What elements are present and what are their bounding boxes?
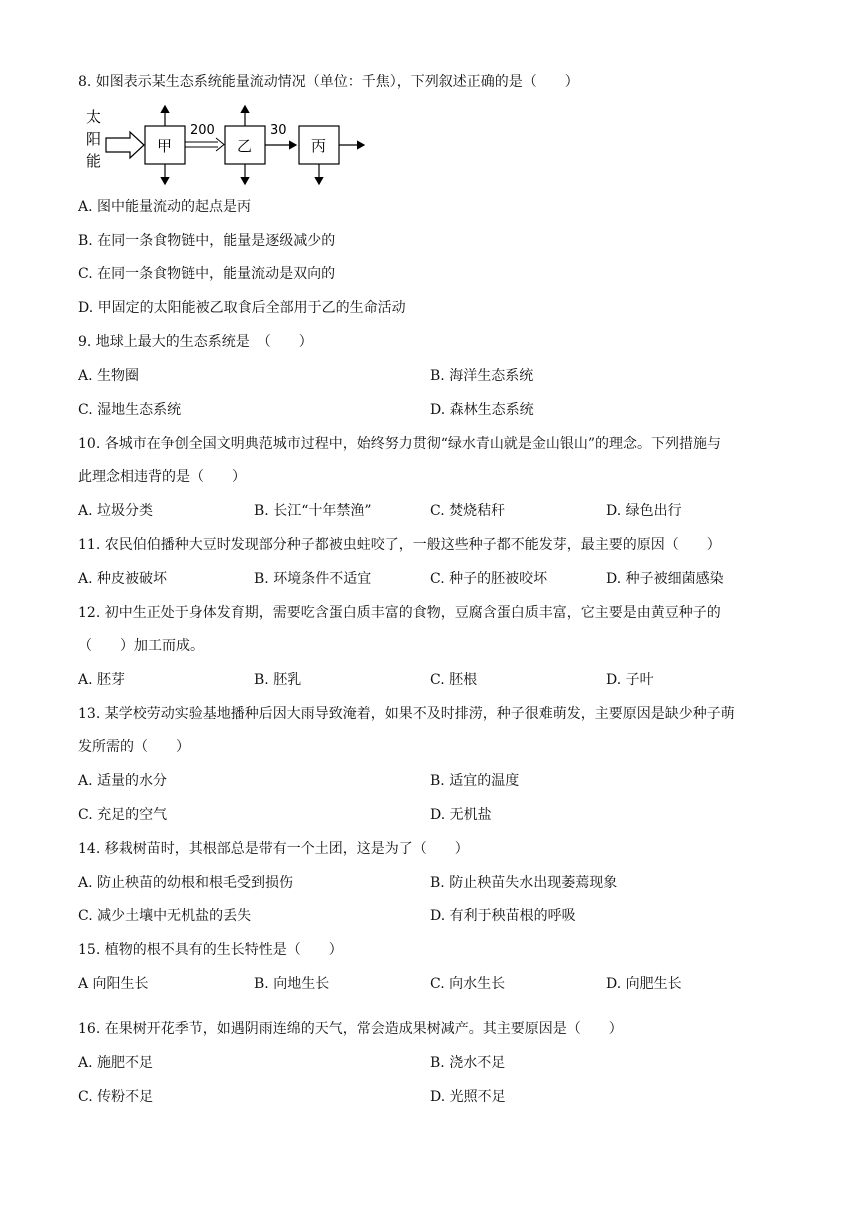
sun-input-arrow [106,132,144,158]
q9-option-d: D. 森林生态系统 [430,402,534,418]
q11-option-c: C. 种子的胚被咬坏 [430,571,548,587]
node-jia-label: 甲 [157,137,173,155]
q14-option-d: D. 有利于秧苗根的呼吸 [430,908,576,924]
q15-stem: 15. 植物的根不具有的生长特性是（ ） [78,942,343,958]
flow2-value: 30 [270,123,287,138]
sun-label-1: 太 [86,108,102,126]
q11-option-d: D. 种子被细菌感染 [606,571,724,587]
q8-option-a: A. 图中能量流动的起点是丙 [78,199,252,215]
q13-option-d: D. 无机盐 [430,807,492,823]
q15-option-a: A 向阳生长 [78,976,149,992]
node-bing-label: 丙 [311,137,327,155]
flow1-head [216,138,224,151]
q14-option-c: C. 减少土壤中无机盐的丢失 [78,908,252,924]
flow1-value: 200 [190,123,215,138]
q9-option-b: B. 海洋生态系统 [430,368,534,384]
q10-option-d: D. 绿色出行 [606,503,682,519]
q12-stem-line2: （ ）加工而成。 [78,638,204,654]
q11-option-b: B. 环境条件不适宜 [254,571,372,587]
q15-option-b: B. 向地生长 [254,976,330,992]
q9-option-c: C. 湿地生态系统 [78,402,182,418]
q10-option-c: C. 焚烧秸秆 [430,503,506,519]
q9-option-a: A. 生物圈 [78,368,140,384]
node-yi-label: 乙 [237,137,253,155]
q13-option-c: C. 充足的空气 [78,807,168,823]
q12-stem-line1: 12. 初中生正处于身体发育期，需要吃含蛋白质丰富的食物，豆腐含蛋白质丰富，它主要是由黄豆种子的 [78,605,721,621]
q13-option-b: B. 适宜的温度 [430,773,520,789]
q12-option-c: C. 胚根 [430,672,478,688]
q14-option-b: B. 防止秧苗失水出现萎蔫现象 [430,875,618,891]
q14-stem: 14. 移栽树苗时，其根部总是带有一个土团，这是为了（ ） [78,841,469,857]
q12-option-d: D. 子叶 [606,672,654,688]
energy-flow-diagram [84,100,374,190]
q10-stem-line2: 此理念相违背的是（ ） [78,469,246,485]
q16-stem: 16. 在果树开花季节，如遇阴雨连绵的天气，常会造成果树减产。其主要原因是（ ） [78,1021,623,1037]
q10-option-b: B. 长江“十年禁渔” [254,503,372,519]
q12-option-a: A. 胚芽 [78,672,126,688]
q8-stem: 8. 如图表示某生态系统能量流动情况（单位：千焦），下列叙述正确的是（ ） [78,74,579,90]
q13-stem-line2: 发所需的（ ） [78,739,190,755]
q16-option-d: D. 光照不足 [430,1089,506,1105]
q15-option-c: C. 向水生长 [430,976,506,992]
q10-option-a: A. 垃圾分类 [78,503,154,519]
sun-label-2: 阳 [86,130,102,148]
q14-option-a: A. 防止秧苗的幼根和根毛受到损伤 [78,875,294,891]
sun-label-3: 能 [86,152,102,170]
q8-option-d: D. 甲固定的太阳能被乙取食后全部用于乙的生命活动 [78,300,406,316]
q11-option-a: A. 种皮被破坏 [78,571,168,587]
q8-option-b: B. 在同一条食物链中，能量是逐级减少的 [78,233,336,249]
q16-option-b: B. 浇水不足 [430,1055,506,1071]
q16-option-a: A. 施肥不足 [78,1055,154,1071]
q11-stem: 11. 农民伯伯播种大豆时发现部分种子都被虫蛀咬了，一般这些种子都不能发芽，最主要的原因（ ） [78,537,721,553]
q13-option-a: A. 适量的水分 [78,773,168,789]
q16-option-c: C. 传粉不足 [78,1089,154,1105]
q13-stem-line1: 13. 某学校劳动实验基地播种后因大雨导致淹着，如果不及时排涝，种子很难萌发，主要原因是缺少种子萌 [78,706,735,722]
q8-option-c: C. 在同一条食物链中，能量流动是双向的 [78,266,336,282]
q9-stem: 9. 地球上最大的生态系统是 （ ） [78,334,313,350]
q15-option-d: D. 向肥生长 [606,976,682,992]
q10-stem-line1: 10. 各城市在争创全国文明典范城市过程中，始终努力贯彻“绿水青山就是金山银山”的理念。下列措施与 [78,436,722,452]
q12-option-b: B. 胚乳 [254,672,302,688]
